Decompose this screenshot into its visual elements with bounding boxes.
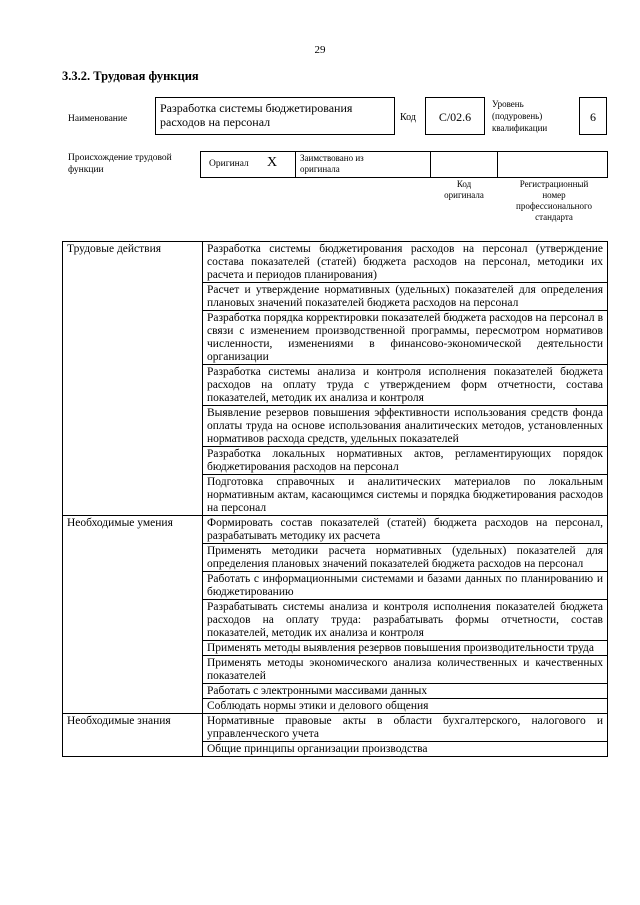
name-value-box [155, 97, 395, 135]
original-code-caption-line-2: оригинала [444, 190, 484, 200]
labor-actions-item: Расчет и утверждение нормативных (удельных) показателей для определения плановых значений показателей бюджета расходов на персонал [203, 283, 608, 311]
code-value: C/02.6 [438, 110, 472, 124]
reg-caption-line-3: профессионального [516, 201, 592, 211]
table-row [63, 714, 608, 742]
level-label-line-3: квалификации [492, 123, 548, 133]
origin-label-line-1: Происхождение трудовой [68, 153, 172, 163]
labor-actions-item: Выявление резервов повышения эффективности использования средств фонда оплаты труда на основе использования аналитических методов, установленных нормативов расхода средств, удельных показателей [203, 406, 608, 447]
original-cell [200, 151, 296, 178]
level-label-line-2: (подуровень) [492, 111, 543, 121]
code-value-box [425, 97, 485, 135]
borrowed-label [300, 153, 364, 175]
required-skills-item: Применять методики расчета нормативных (удельных) показателей для определения плановых значений показателей бюджета расходов на персонал [203, 544, 608, 572]
origin-label [68, 152, 172, 176]
required-knowledge-label: Необходимые знания [63, 714, 203, 757]
borrowed-label-line-1: Заимствовано из [300, 153, 364, 163]
required-skills-item: Применять методы экономического анализа количественных и качественных показателей [203, 656, 608, 684]
original-label: Оригинал [209, 159, 249, 169]
labor-actions-item: Подготовка справочных и аналитических материалов по локальным нормативным актам, касающимся системы и порядка бюджетирования расходов на персонал [203, 475, 608, 516]
required-skills-item: Работать с электронными массивами данных [203, 684, 608, 699]
level-value-box [579, 97, 607, 135]
reg-caption-line-2: номер [542, 190, 566, 200]
required-skills-item: Применять методы выявления резервов повышения производительности труда [203, 641, 608, 656]
required-skills-label: Необходимые умения [63, 516, 203, 714]
required-skills-item: Работать с информационными системами и базами данных по планированию и бюджетированию [203, 572, 608, 600]
required-skills-item: Соблюдать нормы этики и делового общения [203, 699, 608, 714]
name-value: Разработка системы бюджетирования расходов на персонал [160, 101, 353, 129]
registration-number-caption [500, 179, 608, 223]
reg-caption-line-4: стандарта [535, 212, 573, 222]
reg-caption-line-1: Регистрационный [519, 179, 589, 189]
required-knowledge-item: Общие принципы организации производства [203, 742, 608, 757]
level-label-line-1: Уровень [492, 99, 524, 109]
original-mark: X [267, 155, 278, 170]
code-label: Код [400, 112, 416, 123]
original-code-cell [430, 151, 498, 178]
level-label [492, 98, 547, 134]
table-row [63, 516, 608, 544]
name-label: Наименование [68, 114, 128, 124]
required-skills-item: Формировать состав показателей (статей) бюджета расходов на персонал, разрабатывать методику их расчета [203, 516, 608, 544]
level-value: 6 [590, 110, 596, 124]
table-row [63, 242, 608, 283]
section-title: 3.3.2. Трудовая функция [62, 69, 199, 83]
required-knowledge-item: Нормативные правовые акты в области бухгалтерского, налогового и управленческого учета [203, 714, 608, 742]
labor-actions-label: Трудовые действия [63, 242, 203, 516]
original-code-caption [430, 179, 498, 201]
page-number: 29 [314, 44, 326, 56]
labor-actions-item: Разработка системы бюджетирования расходов на персонал (утверждение состава показателей (статей) бюджета расходов на персонал, методики их расчета и периодов планирования) [203, 242, 608, 283]
borrowed-label-line-2: оригинала [300, 164, 340, 174]
labor-actions-item: Разработка локальных нормативных актов, регламентирующих порядок бюджетирования расходов на персонал [203, 447, 608, 475]
origin-grid [200, 151, 608, 178]
borrowed-cell [295, 151, 431, 178]
origin-label-line-2: функции [68, 165, 104, 175]
labor-function-table [62, 241, 608, 757]
original-code-caption-line-1: Код [456, 179, 472, 189]
required-skills-item: Разрабатывать системы анализа и контроля исполнения показателей бюджета расходов на оплату труда: разрабатывать формы отчетности, состав показателей, методик их анализа и контроля [203, 600, 608, 641]
labor-actions-item: Разработка порядка корректировки показателей бюджета расходов на персонал в связи с изменением производственной программы, пересмотром нормативов численности, изменениями в финансово-экономической деятельности организации [203, 311, 608, 365]
labor-actions-item: Разработка системы анализа и контроля исполнения показателей бюджета расходов на оплату труда с утверждением форм отчетности, состава показателей, методик их анализа и контроля [203, 365, 608, 406]
registration-number-cell [497, 151, 608, 178]
